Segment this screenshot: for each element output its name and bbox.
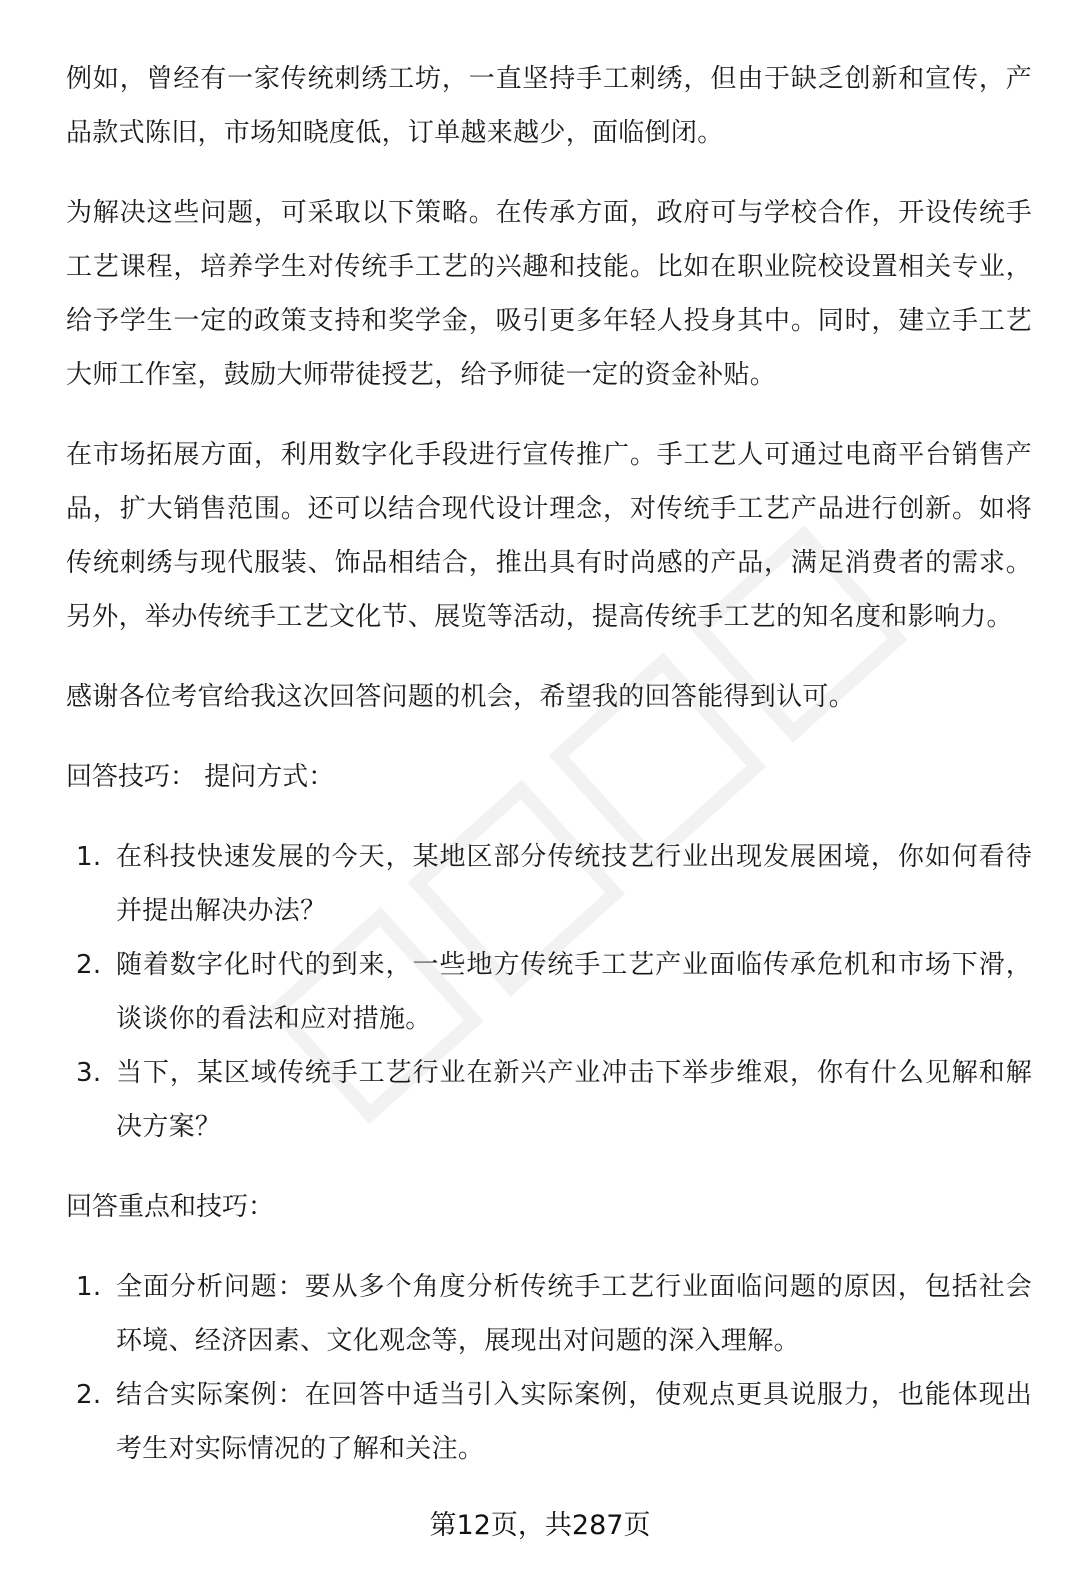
questions-list <box>66 830 1032 1154</box>
list-text: 随着数字化时代的到来，一些地方传统手工艺产业面临传承危机和市场下滑，谈谈你的看法和应对措施。 <box>116 950 1032 1034</box>
list-item <box>66 1046 1032 1154</box>
paragraph-thanks: 感谢各位考官给我这次回答问题的机会，希望我的回答能得到认可。 <box>66 682 856 712</box>
page-number: 第12页，共287页 <box>429 1510 651 1541</box>
list-number: 1. <box>76 842 102 872</box>
paragraph-market: 在市场拓展方面，利用数字化手段进行宣传推广。手工艺人可通过电商平台销售产品，扩大销售范围。还可以结合现代设计理念，对传统手工艺产品进行创新。如将传统刺绣与现代服装、饰品相结合，推出具有时尚感的产品，满足消费者的需求。另外，举办传统手工艺文化节、展览等活动，提高传统手工艺的知名度和影响力。 <box>66 440 1032 632</box>
list-item <box>66 830 1032 938</box>
list-text: 全面分析问题：要从多个角度分析传统手工艺行业面临问题的原因，包括社会环境、经济因素、文化观念等，展现出对问题的深入理解。 <box>116 1272 1032 1356</box>
paragraph-example: 例如，曾经有一家传统刺绣工坊，一直坚持手工刺绣，但由于缺乏创新和宣传，产品款式陈旧，市场知晓度低，订单越来越少，面临倒闭。 <box>66 64 1032 148</box>
tips-list <box>66 1260 1032 1476</box>
list-number: 2. <box>76 1380 102 1410</box>
tips-heading: 回答重点和技巧： <box>66 1192 275 1222</box>
list-item <box>66 938 1032 1046</box>
list-number: 1. <box>76 1272 102 1302</box>
list-text: 在科技快速发展的今天，某地区部分传统技艺行业出现发展困境，你如何看待并提出解决办法？ <box>116 842 1032 926</box>
list-number: 3. <box>76 1058 102 1088</box>
list-item <box>66 1260 1032 1368</box>
questions-heading: 回答技巧： 提问方式： <box>66 762 335 792</box>
paragraph-strategy: 为解决这些问题，可采取以下策略。在传承方面，政府可与学校合作，开设传统手工艺课程，培养学生对传统手工艺的兴趣和技能。比如在职业院校设置相关专业，给予学生一定的政策支持和奖学金，吸引更多年轻人投身其中。同时，建立手工艺大师工作室，鼓励大师带徒授艺，给予师徒一定的资金补贴。 <box>66 198 1032 390</box>
list-text: 结合实际案例：在回答中适当引入实际案例，使观点更具说服力，也能体现出考生对实际情况的了解和关注。 <box>116 1380 1032 1464</box>
list-item <box>66 1368 1032 1476</box>
list-text: 当下，某区域传统手工艺行业在新兴产业冲击下举步维艰，你有什么见解和解决方案？ <box>116 1058 1032 1142</box>
list-number: 2. <box>76 950 102 980</box>
document-page <box>66 52 1032 1502</box>
